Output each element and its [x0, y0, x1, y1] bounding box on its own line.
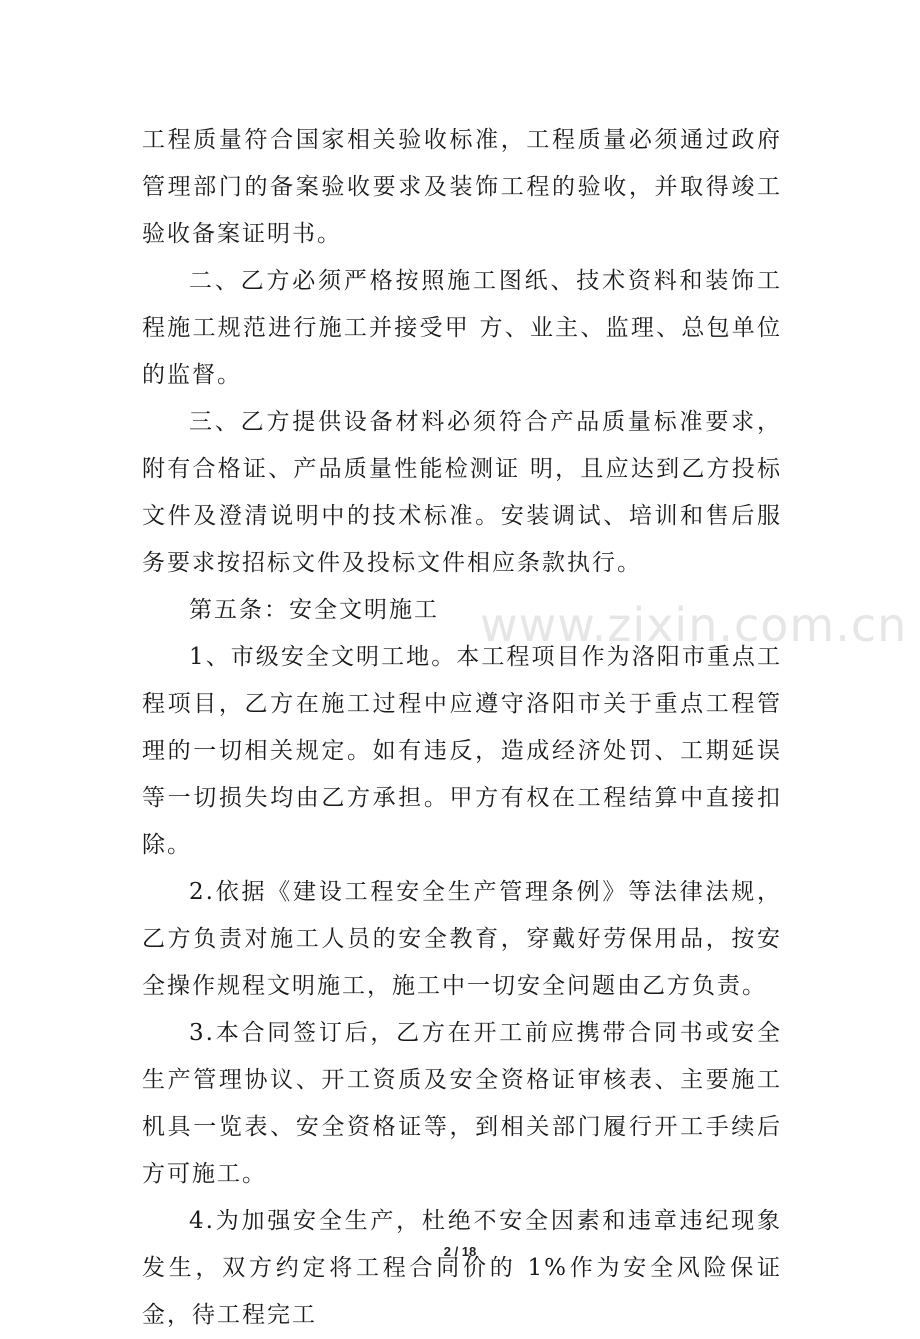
watermark: www.zixin.com.cn — [480, 598, 908, 652]
paragraph-1: 工程质量符合国家相关验收标准，工程质量必须通过政府管理部门的备案验收要求及装饰工程的验收，并取得竣工验收备案证明书。 — [142, 127, 782, 247]
paragraph-5: 1、市级安全文明工地。本工程项目作为洛阳市重点工程项目，乙方在施工过程中应遵守洛阳市关于重点工程管理的一切相关规定。如有违反，造成经济处罚、工期延误等一切损失均由乙方承担。甲方有权在工程结算中直接扣除。 — [142, 644, 782, 858]
paragraph-3: 三、乙方提供设备材料必须符合产品质量标准要求，附有合格证、产品质量性能检测证 明，且应达到乙方投标文件及澄清说明中的技术标准。安装调试、培训和售后服务要求按招标文件及投标文件相应条款执行。 — [142, 409, 782, 576]
paragraph-8: 4.为加强安全生产，杜绝不安全因素和违章违纪现象发生，双方约定将工程合同价的 1%作为安全风险保证金，待工程完工 — [142, 1208, 782, 1328]
document-body — [142, 117, 782, 1339]
section-heading: 第五条：安全文明施工 — [189, 597, 439, 623]
page-number: 2 / 18 — [443, 1244, 477, 1259]
paragraph-6: 2.依据《建设工程安全生产管理条例》等法律法规，乙方负责对施工人员的安全教育，穿戴好劳保用品，按安全操作规程文明施工，施工中一切安全问题由乙方负责。 — [142, 879, 782, 999]
paragraph-7: 3.本合同签订后，乙方在开工前应携带合同书或安全生产管理协议、开工资质及安全资格证审核表、主要施工机具一览表、安全资格证等，到相关部门履行开工手续后方可施工。 — [142, 1020, 782, 1187]
paragraph-2: 二、乙方必须严格按照施工图纸、技术资料和装饰工程施工规范进行施工并接受甲 方、业主、监理、总包单位的监督。 — [142, 268, 782, 388]
